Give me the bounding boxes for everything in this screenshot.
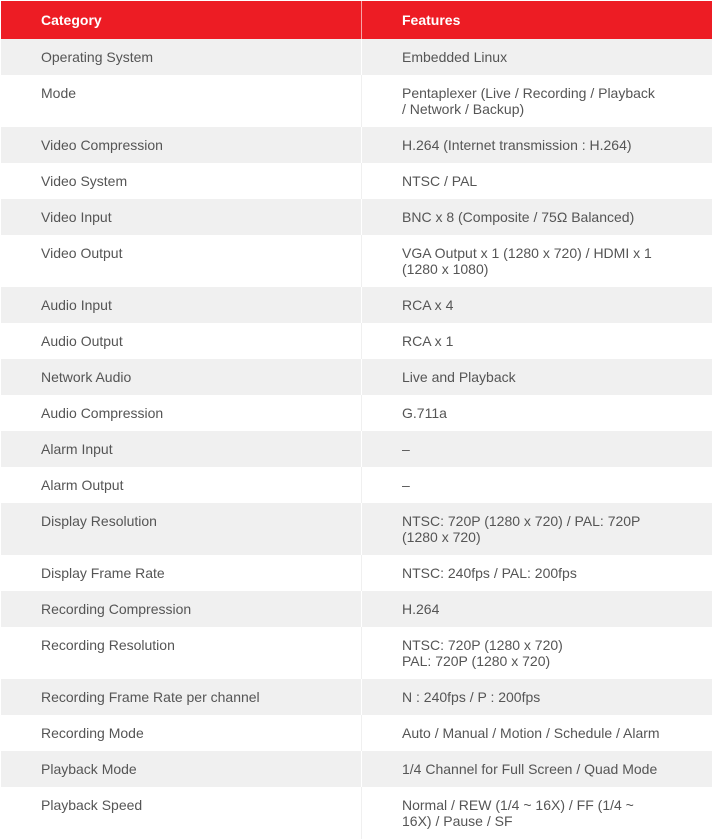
table-row: [1, 75, 712, 127]
table-row: [1, 323, 712, 359]
row-category: Alarm Output: [1, 467, 362, 503]
row-features: NTSC: 240fps / PAL: 200fps: [362, 555, 713, 591]
row-features: BNC x 8 (Composite / 75Ω Balanced): [362, 199, 713, 235]
table-row: [1, 679, 712, 715]
row-features: [362, 627, 713, 679]
spec-table: [1, 1, 712, 839]
row-category: Audio Input: [1, 287, 362, 323]
table-row: [1, 395, 712, 431]
row-features: Auto / Manual / Motion / Schedule / Alarm: [362, 715, 713, 751]
row-features: Pentaplexer (Live / Recording / Playback / Network / Backup): [362, 75, 713, 127]
row-category: Alarm Input: [1, 431, 362, 467]
table-row: [1, 503, 712, 555]
row-category: Recording Compression: [1, 591, 362, 627]
row-features: H.264: [362, 591, 713, 627]
row-features: N : 240fps / P : 200fps: [362, 679, 713, 715]
row-features-line: NTSC: 720P (1280 x 720): [402, 637, 563, 653]
table-row: [1, 163, 712, 199]
row-category: Operating System: [1, 39, 362, 75]
row-features: H.264 (Internet transmission : H.264): [362, 127, 713, 163]
row-features: Embedded Linux: [362, 39, 713, 75]
row-category: Recording Frame Rate per channel: [1, 679, 362, 715]
row-category: Playback Speed: [1, 787, 362, 839]
row-category: Audio Output: [1, 323, 362, 359]
table-row: [1, 235, 712, 287]
table-row: [1, 787, 712, 839]
row-category: Playback Mode: [1, 751, 362, 787]
row-category: Recording Resolution: [1, 627, 362, 679]
row-features: RCA x 4: [362, 287, 713, 323]
table-row: [1, 467, 712, 503]
row-category: Audio Compression: [1, 395, 362, 431]
table-row: [1, 555, 712, 591]
row-category: Video Compression: [1, 127, 362, 163]
table-row: [1, 127, 712, 163]
column-header-category: Category: [1, 1, 362, 39]
table-row: [1, 39, 712, 75]
row-features: –: [362, 467, 713, 503]
row-category: Display Frame Rate: [1, 555, 362, 591]
row-category: Mode: [1, 75, 362, 127]
row-category: Video System: [1, 163, 362, 199]
table-row: [1, 431, 712, 467]
row-features: VGA Output x 1 (1280 x 720) / HDMI x 1 (1280 x 1080): [362, 235, 713, 287]
table-row: [1, 715, 712, 751]
table-row: [1, 199, 712, 235]
row-features: RCA x 1: [362, 323, 713, 359]
table-row: [1, 627, 712, 679]
column-header-features: Features: [362, 1, 713, 39]
row-features: Normal / REW (1/4 ~ 16X) / FF (1/4 ~ 16X) / Pause / SF: [362, 787, 713, 839]
row-features: Live and Playback: [362, 359, 713, 395]
row-category: Display Resolution: [1, 503, 362, 555]
row-category: Network Audio: [1, 359, 362, 395]
row-features: G.711a: [362, 395, 713, 431]
table-row: [1, 287, 712, 323]
row-category: Video Input: [1, 199, 362, 235]
row-features: 1/4 Channel for Full Screen / Quad Mode: [362, 751, 713, 787]
row-features: NTSC: 720P (1280 x 720) / PAL: 720P (1280 x 720): [362, 503, 713, 555]
table-row: [1, 751, 712, 787]
row-features: NTSC / PAL: [362, 163, 713, 199]
row-features-line: PAL: 720P (1280 x 720): [402, 653, 551, 669]
row-category: Recording Mode: [1, 715, 362, 751]
table-row: [1, 591, 712, 627]
row-features: –: [362, 431, 713, 467]
table-header-row: [1, 1, 712, 39]
row-category: Video Output: [1, 235, 362, 287]
table-row: [1, 359, 712, 395]
